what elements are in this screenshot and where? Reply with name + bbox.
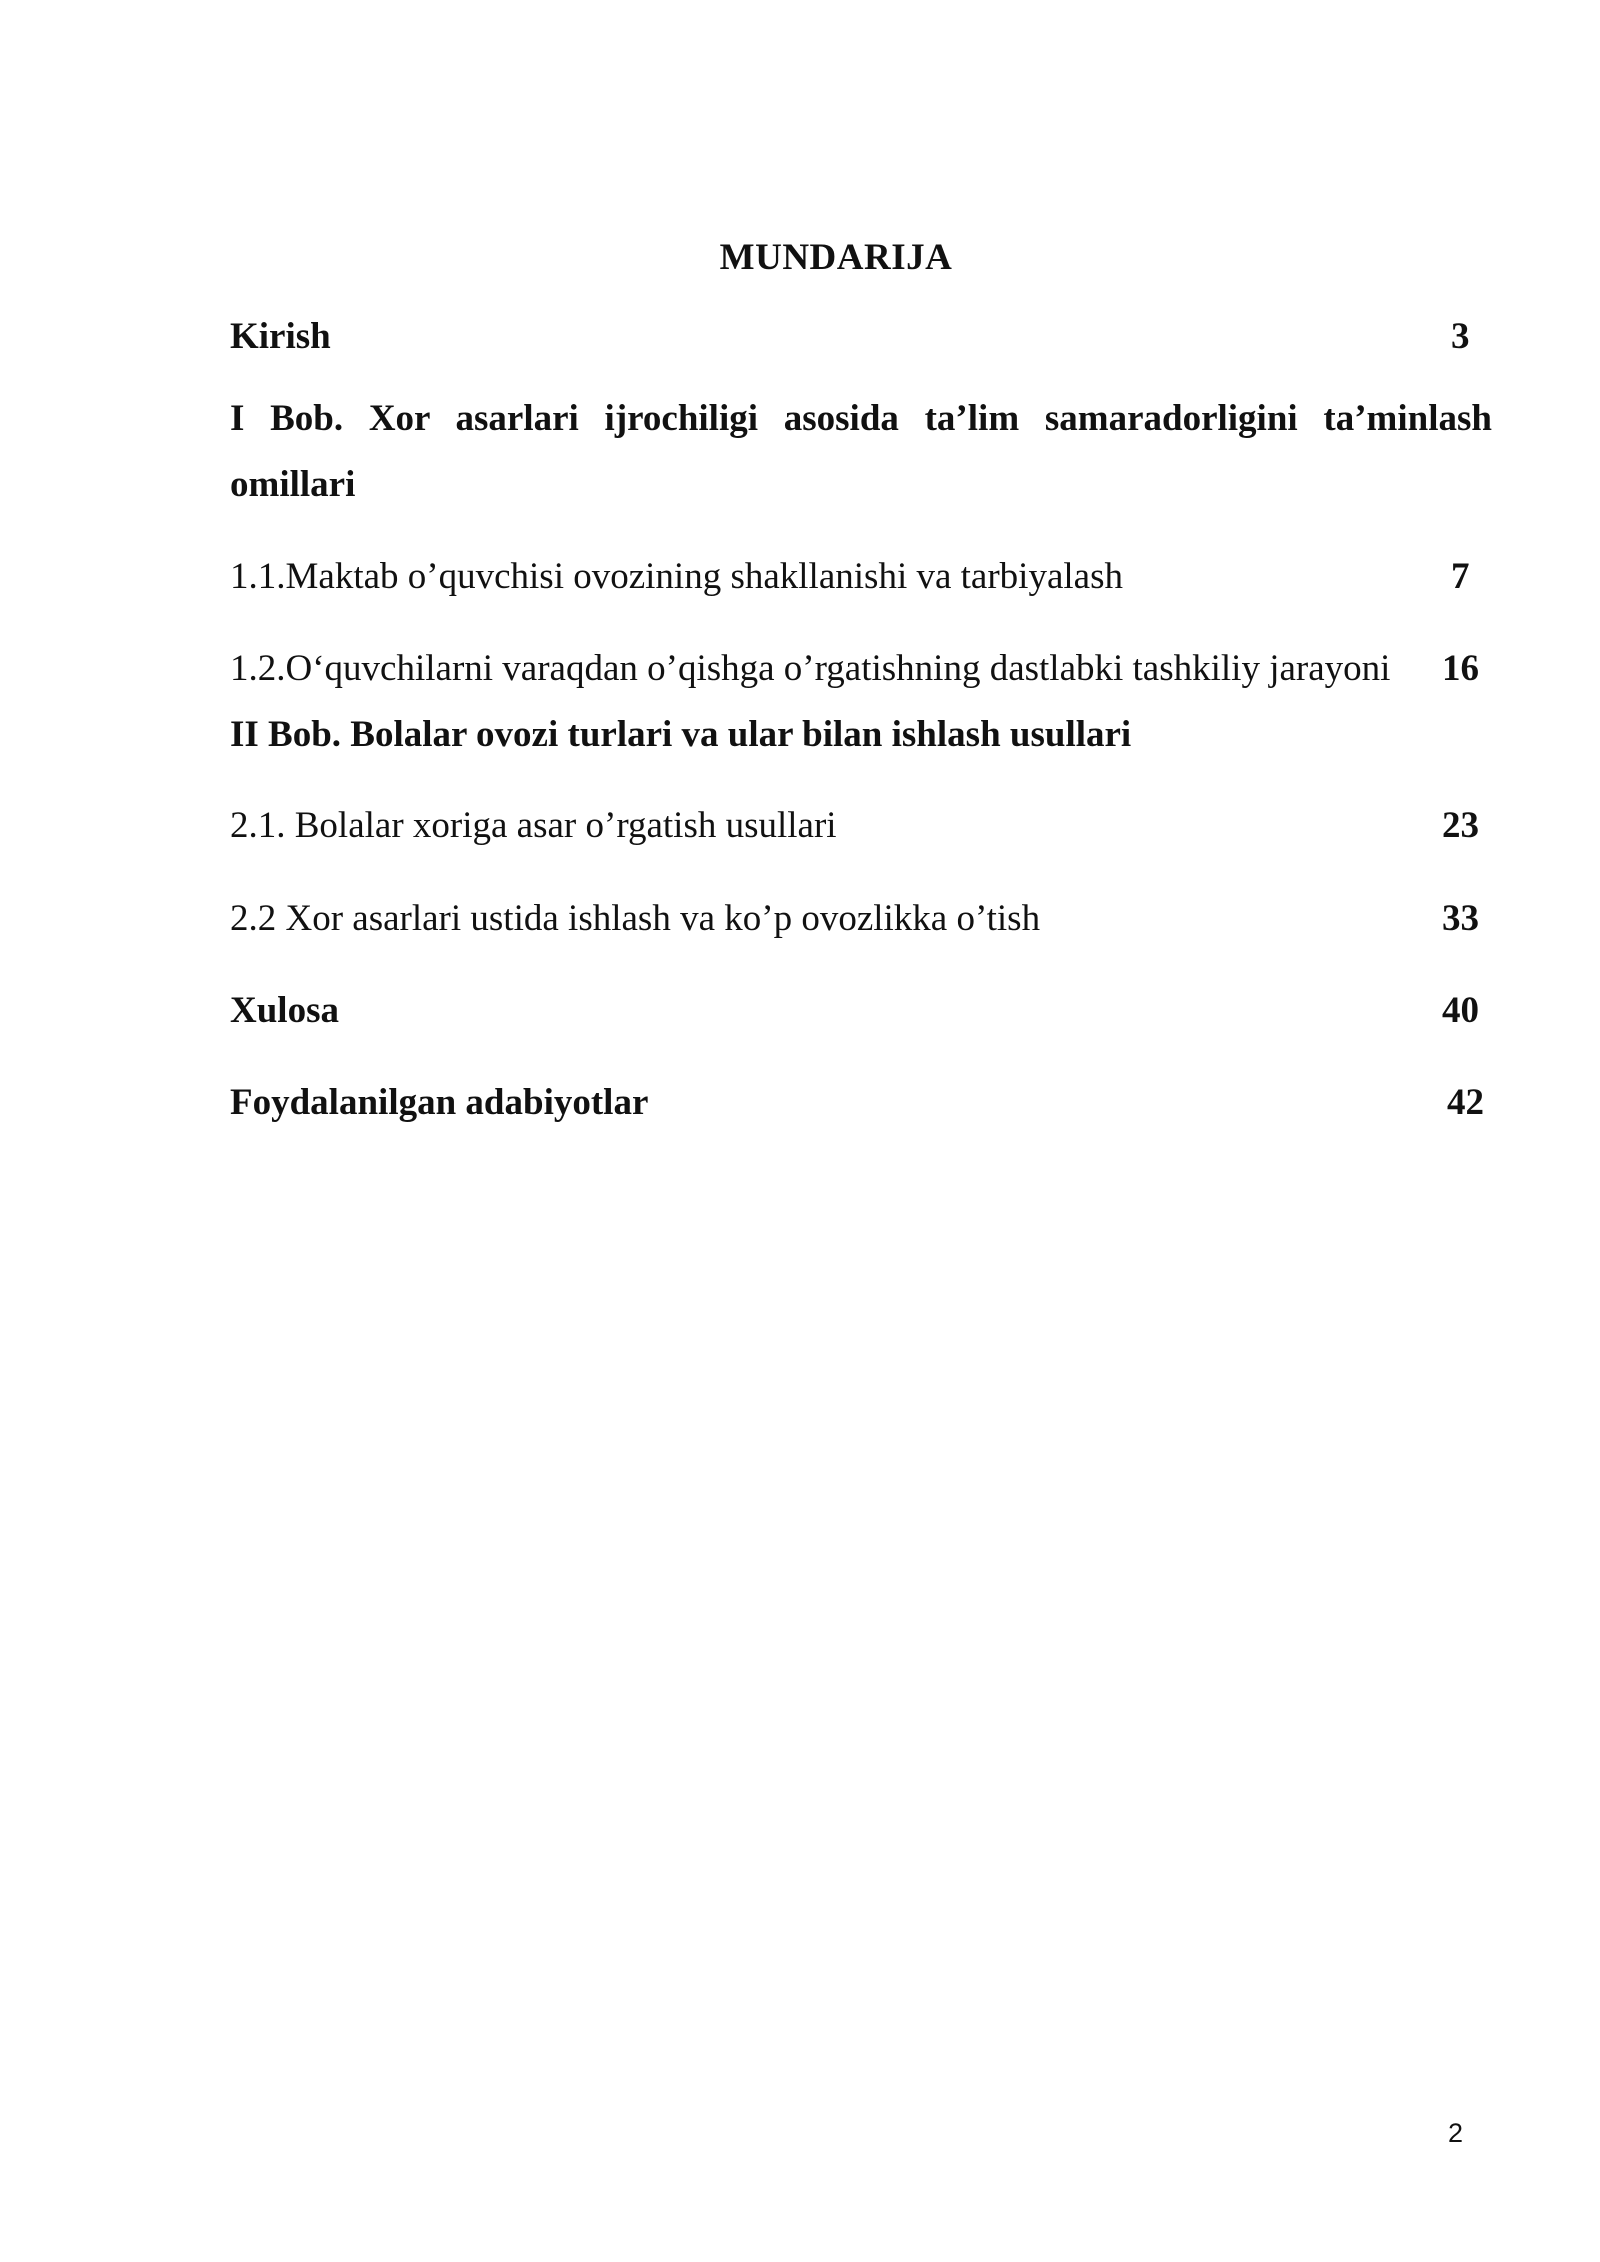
toc-entry-label: 2.2 Xor asarlari ustida ishlash va ko’p ovozlikka o’tish	[230, 898, 1041, 939]
page-number: 2	[1448, 2118, 1464, 2148]
toc-chapter-1	[230, 386, 1492, 518]
toc-entry-page: 42	[1447, 1082, 1484, 1123]
toc-chapter-1-line1: I Bob. Xor asarlari ijrochiligi asosida ta’lim samaradorligini ta’minlash	[230, 398, 1492, 439]
toc-entry-label: II Bob. Bolalar ovozi turlari va ular bilan ishlash usullari	[230, 714, 1132, 755]
toc-entry-label: 2.1. Bolalar xoriga asar o’rgatish usullari	[230, 805, 837, 846]
toc-entry-page: 16	[1442, 648, 1479, 689]
toc-entry-label: Kirish	[230, 316, 331, 357]
toc-entry-page: 23	[1442, 805, 1479, 846]
toc-chapter-1-line2: omillari	[230, 464, 356, 505]
toc-entry-page: 3	[1451, 316, 1470, 357]
page-title: MUNDARIJA	[719, 237, 953, 278]
toc-entry-label: Xulosa	[230, 990, 339, 1031]
toc-entry-label: 1.1.Maktab o’quvchisi ovozining shakllanishi va tarbiyalash	[230, 556, 1123, 597]
toc-entry-label: Foydalanilgan adabiyotlar	[230, 1082, 649, 1123]
toc-entry-page: 33	[1442, 898, 1479, 939]
toc-entry-page: 7	[1451, 556, 1470, 597]
toc-entry-page: 40	[1442, 990, 1479, 1031]
toc-entry-label: 1.2.O‘quvchilarni varaqdan o’qishga o’rgatishning dastlabki tashkiliy jarayoni	[230, 648, 1391, 689]
